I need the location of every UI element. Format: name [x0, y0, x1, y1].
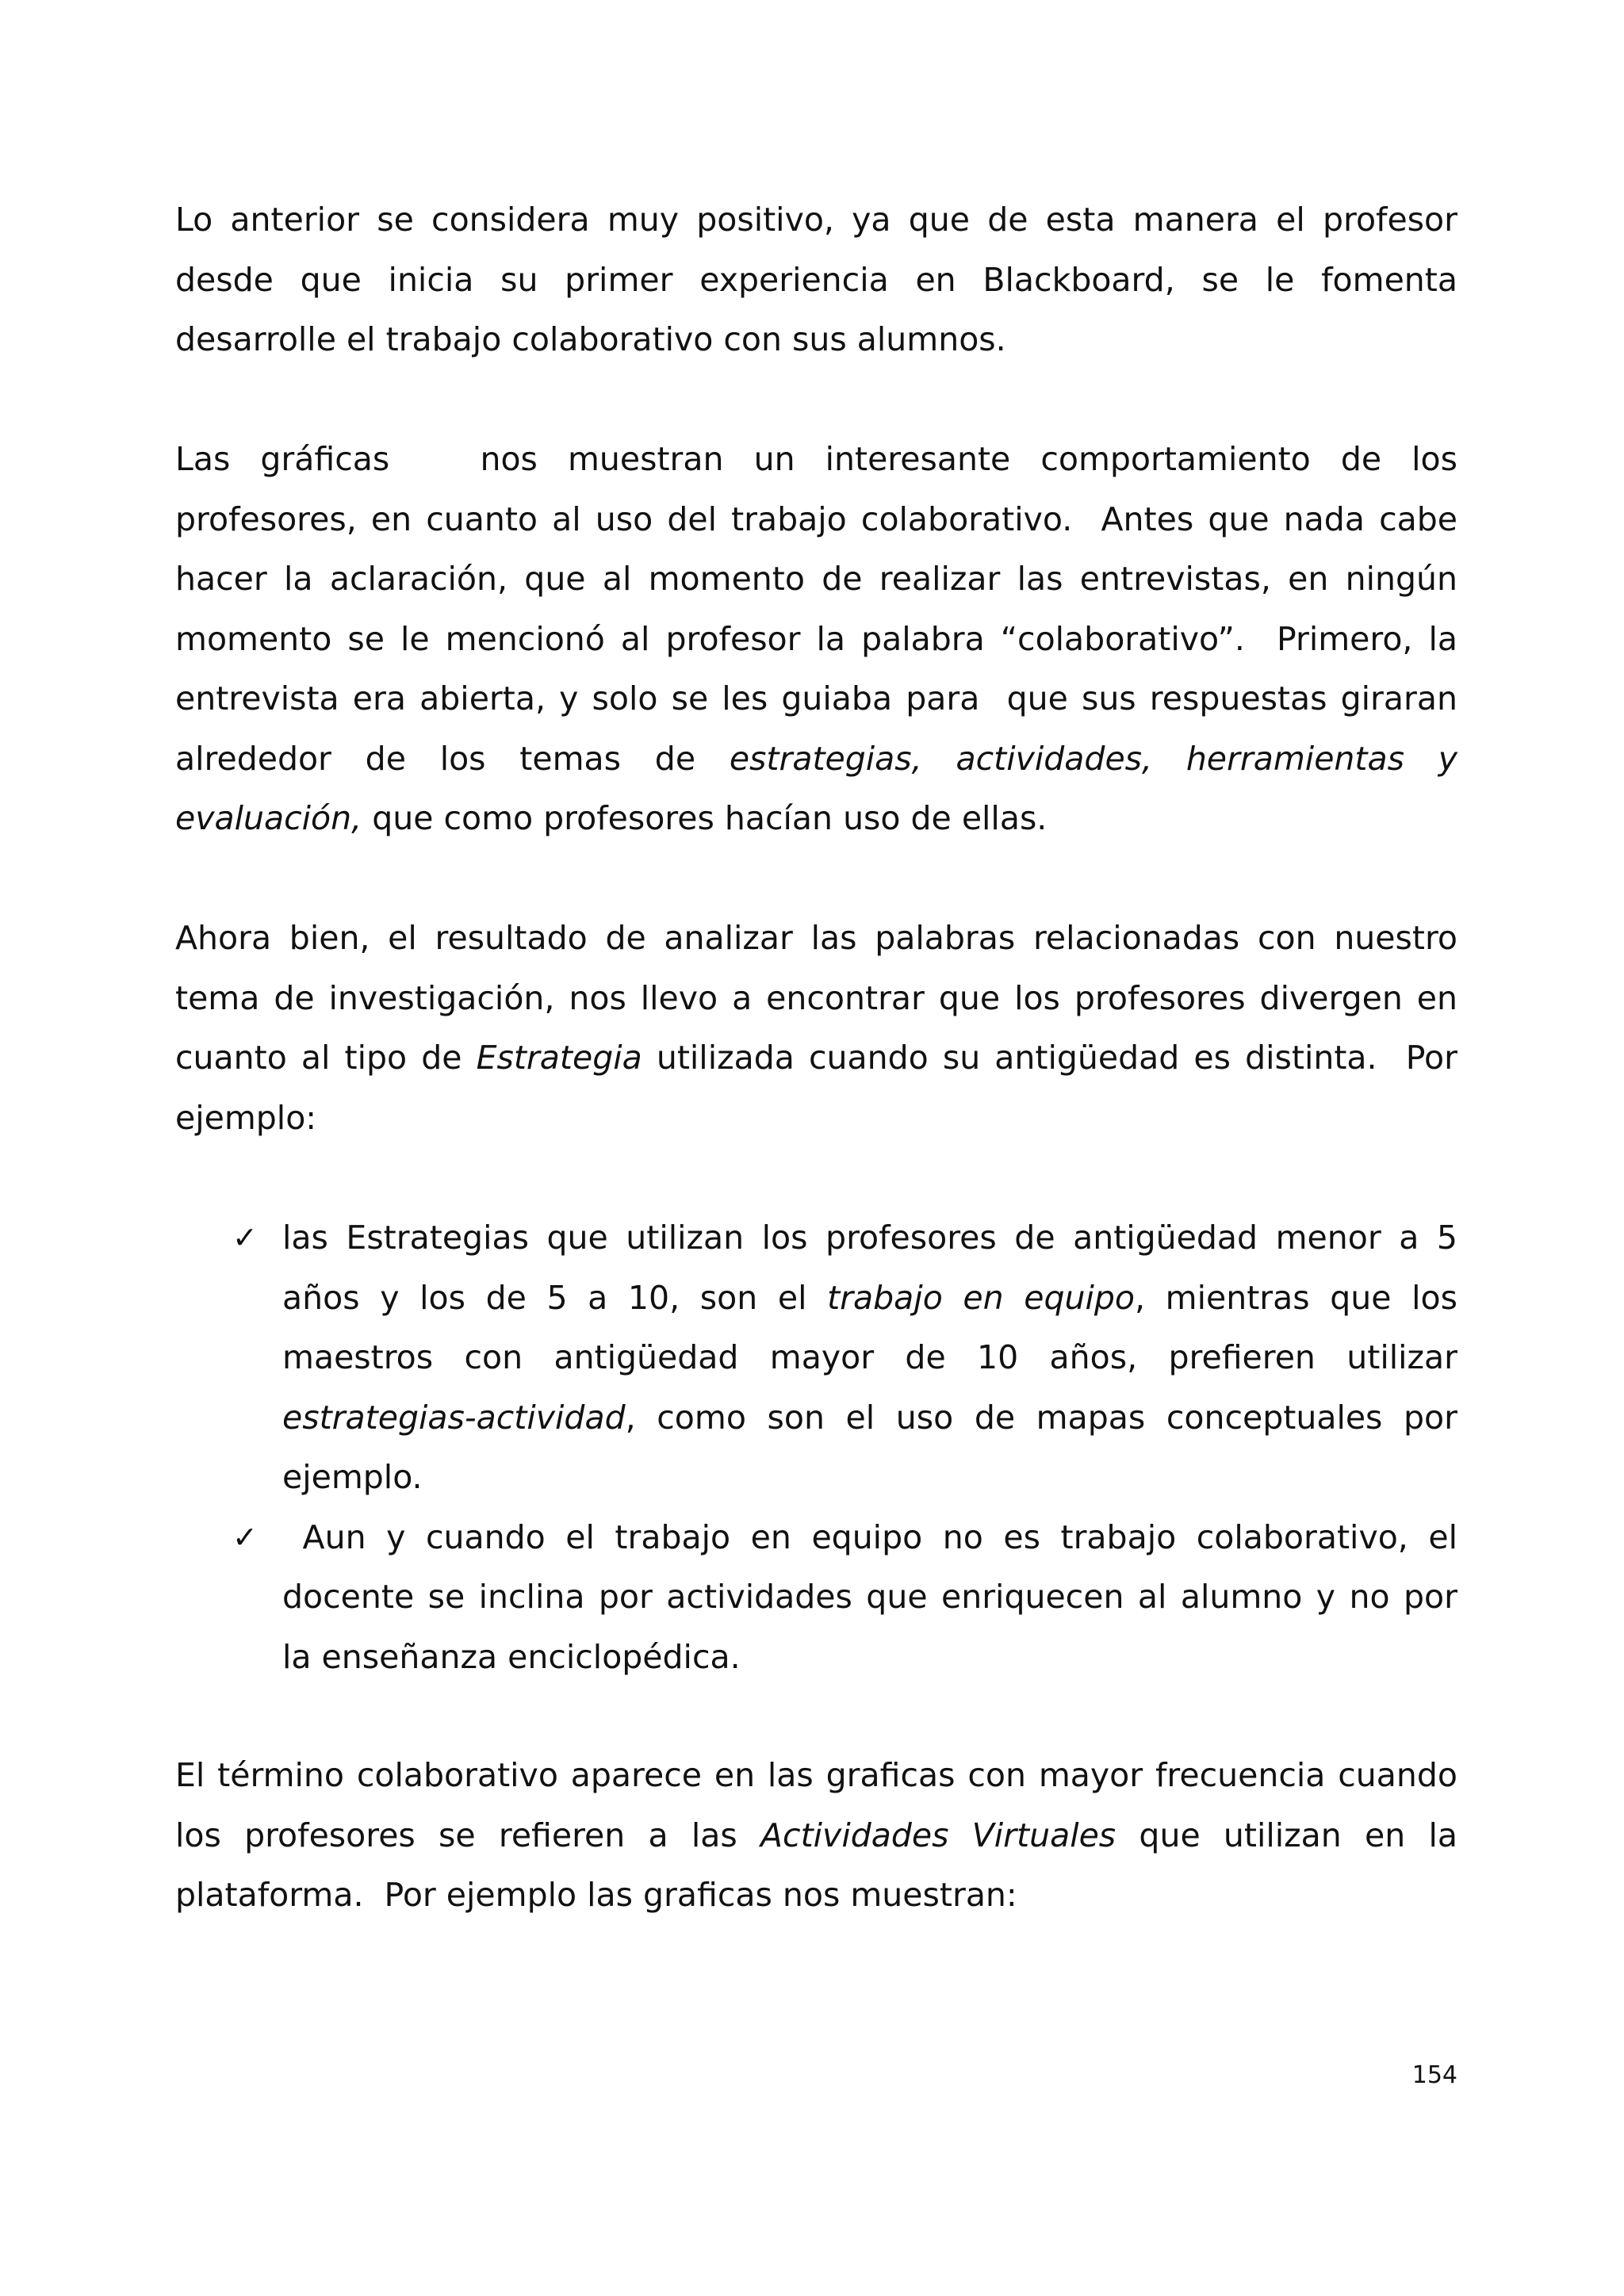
paragraph-line: plataforma. Por ejemplo las graficas nos muestran: — [175, 1876, 1017, 1914]
paragraph-line — [175, 430, 1457, 490]
paragraph-line: profesores, en cuanto al uso del trabajo colaborativo. Antes que nada cabe — [175, 499, 1457, 538]
line-text: los profesores se refieren a las — [175, 1816, 760, 1854]
paragraph-line — [175, 729, 1457, 790]
line-text: alrededor de los temas de — [175, 739, 730, 778]
italic-text: estrategias, actividades, herramientas y — [729, 739, 1458, 778]
paragraph-line: Lo anterior se considera muy positivo, ya que de esta manera el profesor — [175, 201, 1457, 239]
line-text: que como profesores hacían uso de ellas. — [362, 799, 1048, 837]
paragraph-line: entrevista era abierta, y solo se les guiaba para que sus respuestas giraran — [175, 679, 1457, 718]
paragraph-line: desde que inicia su primer experiencia en Blackboard, se le fomenta — [175, 260, 1457, 299]
line-text: utilizada cuando su antigüedad es distinta. Por — [642, 1039, 1457, 1077]
page-number: 154 — [1411, 2061, 1457, 2089]
italic-text: Actividades Virtuales — [760, 1816, 1116, 1854]
paragraph-line: El término colaborativo aparece en las graficas con mayor frecuencia cuando — [175, 1756, 1457, 1794]
list-item-line: docente se inclina por actividades que enriquecen al alumno y no por — [282, 1578, 1457, 1616]
list-item-line: Aun y cuando el trabajo en equipo no es trabajo colaborativo, el — [282, 1517, 1457, 1556]
paragraph-line — [175, 1806, 1457, 1866]
paragraph-line — [175, 1028, 1457, 1089]
italic-text: evaluación, — [175, 799, 362, 837]
paragraph-line: desarrolle el trabajo colaborativo con sus alumnos. — [175, 320, 1006, 358]
paragraph-line: ejemplo: — [175, 1098, 317, 1137]
line-text: que utilizan en la — [1116, 1816, 1457, 1854]
checkmark-icon: ✓ — [232, 1220, 258, 1255]
paragraph-line: tema de investigación, nos llevo a encontrar que los profesores divergen en — [175, 978, 1457, 1017]
list-item-line: maestros con antigüedad mayor de 10 años, prefieren utilizar — [282, 1338, 1457, 1376]
list-item-line — [282, 1388, 1457, 1448]
paragraph-line: momento se le mencionó al profesor la palabra “colaborativo”. Primero, la — [175, 619, 1457, 658]
paragraph-2 — [175, 430, 1457, 849]
line-text: , mientras que los — [1135, 1278, 1457, 1317]
line-text: años y los de 5 a 10, son el — [282, 1278, 828, 1317]
italic-text: Estrategia — [476, 1039, 642, 1077]
list-item — [175, 1208, 1457, 1508]
list-item-line: ejemplo. — [282, 1458, 423, 1496]
line-text: Las gráficas nos muestran un interesante comportamiento de los — [175, 440, 1457, 478]
list-item-line — [282, 1269, 1457, 1329]
list-item-line: las Estrategias que utilizan los profesores de antigüedad menor a 5 — [282, 1219, 1457, 1257]
paragraph-line — [175, 789, 1457, 849]
paragraph-3 — [175, 909, 1457, 1148]
paragraph-line: hacer la aclaración, que al momento de realizar las entrevistas, en ningún — [175, 560, 1457, 598]
line-text: , como son el uso de mapas conceptuales por — [625, 1398, 1457, 1437]
bullet-list — [175, 1208, 1457, 1687]
list-item — [175, 1508, 1457, 1688]
italic-text: trabajo en equipo — [827, 1278, 1135, 1317]
list-item-line: la enseñanza enciclopédica. — [282, 1637, 741, 1676]
paragraph-4 — [175, 1746, 1457, 1926]
line-text: cuanto al tipo de — [175, 1039, 477, 1077]
checkmark-icon: ✓ — [232, 1519, 258, 1555]
paragraph-1 — [175, 190, 1457, 370]
paragraph-line: Ahora bien, el resultado de analizar las palabras relacionadas con nuestro — [175, 919, 1457, 957]
italic-text: estrategias-actividad — [282, 1398, 626, 1437]
